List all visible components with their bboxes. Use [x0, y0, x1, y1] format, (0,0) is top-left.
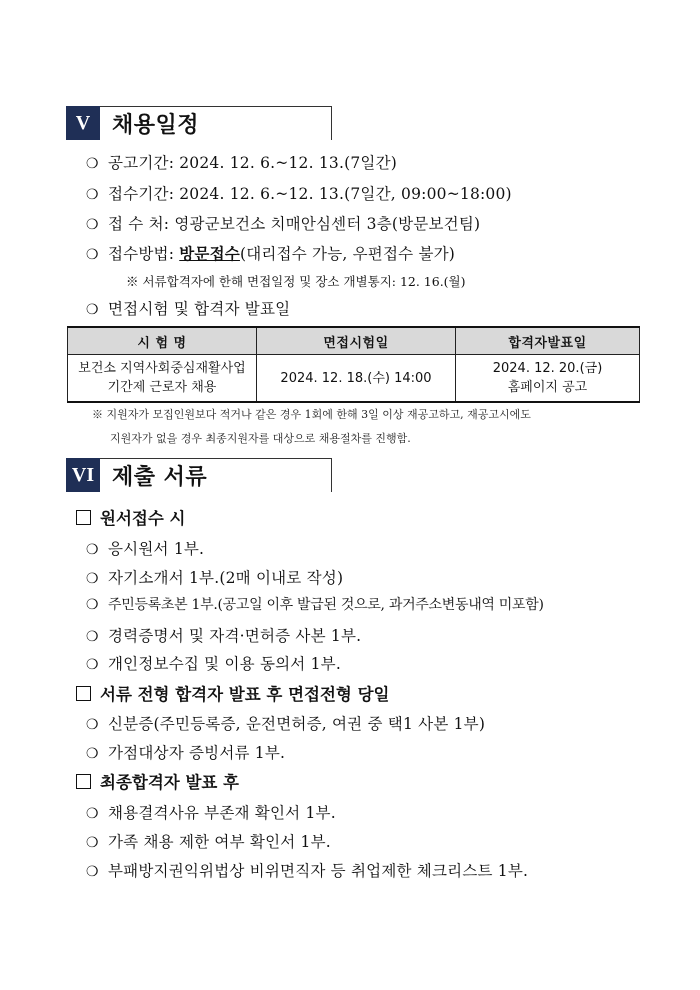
table-header: 시 험 명 [68, 327, 257, 355]
emphasized-text: 방문접수 [179, 245, 240, 263]
list-item: ❍ 주민등록초본 1부.(공고일 이후 발급된 것으로, 과거주소변동내역 미포함) [86, 597, 544, 613]
section-number: VI [66, 458, 100, 492]
checkbox-square-icon [76, 774, 91, 789]
list-item: ❍ 신분증(주민등록증, 운전면허증, 여권 중 택1 사본 1부) [86, 715, 486, 733]
section-6-header [66, 458, 332, 492]
checkbox-square-icon [76, 510, 91, 525]
interview-date-cell: 2024. 12. 18.(수) 14:00 [257, 355, 456, 403]
method-note: ※ 서류합격자에 한해 면접일정 및 장소 개별통지: 12. 16.(월) [126, 274, 466, 289]
table-header-row [68, 327, 640, 355]
table-row [68, 355, 640, 403]
circle-bullet-icon: ❍ [86, 657, 99, 673]
circle-bullet-icon: ❍ [86, 806, 99, 822]
list-item: ❍ 채용결격사유 부존재 확인서 1부. [86, 804, 336, 822]
list-item: ❍ 자기소개서 1부.(2매 이내로 작성) [86, 569, 344, 587]
list-item: ❍ 접 수 처: 영광군보건소 치매안심센터 3층(방문보건팀) [86, 215, 481, 233]
section-number: V [66, 106, 100, 140]
group-heading: 최종합격자 발표 후 [76, 769, 239, 793]
circle-bullet-icon: ❍ [86, 571, 99, 587]
exam-name-cell: 보건소 지역사회중심재활사업 기간제 근로자 채용 [68, 355, 257, 403]
circle-bullet-icon: ❍ [86, 302, 99, 318]
list-item: ❍ 경력증명서 및 자격·면허증 사본 1부. [86, 627, 362, 645]
circle-bullet-icon: ❍ [86, 156, 99, 172]
list-item: ❍ 공고기간: 2024. 12. 6.~12. 13.(7일간) [86, 154, 398, 172]
footnote-line: ※ 지원자가 모집인원보다 적거나 같은 경우 1회에 한해 3일 이상 재공고하고, 재공고시에도 [92, 408, 531, 421]
footnote-line: 지원자가 없을 경우 최종지원자를 대상으로 채용절차를 진행함. [110, 432, 411, 445]
list-item: ❍ 개인정보수집 및 이용 동의서 1부. [86, 655, 341, 673]
list-item: ❍ 가족 채용 제한 여부 확인서 1부. [86, 833, 331, 851]
group-heading: 서류 전형 합격자 발표 후 면접전형 당일 [76, 681, 390, 705]
list-item: ❍ 접수기간: 2024. 12. 6.~12. 13.(7일간, 09:00~18:00) [86, 185, 512, 203]
section-title: 채용일정 [100, 106, 332, 140]
list-item: ❍ 접수방법: 방문접수(대리접수 가능, 우편접수 불가) [86, 245, 456, 263]
circle-bullet-icon: ❍ [86, 717, 99, 733]
announce-date-cell: 2024. 12. 20.(금) 홈페이지 공고 [456, 355, 640, 403]
circle-bullet-icon: ❍ [86, 864, 99, 880]
schedule-table [67, 326, 640, 403]
section-title: 제출 서류 [100, 458, 332, 492]
circle-bullet-icon: ❍ [86, 247, 99, 263]
checkbox-square-icon [76, 686, 91, 701]
list-item: ❍ 부패방지권익위법상 비위면직자 등 취업제한 체크리스트 1부. [86, 862, 529, 880]
circle-bullet-icon: ❍ [86, 746, 99, 762]
list-item: ❍ 가점대상자 증빙서류 1부. [86, 744, 286, 762]
circle-bullet-icon: ❍ [86, 597, 99, 613]
table-header: 합격자발표일 [456, 327, 640, 355]
circle-bullet-icon: ❍ [86, 835, 99, 851]
circle-bullet-icon: ❍ [86, 217, 99, 233]
circle-bullet-icon: ❍ [86, 187, 99, 203]
group-heading: 원서접수 시 [76, 505, 185, 529]
table-header: 면접시험일 [257, 327, 456, 355]
section-5-header [66, 106, 332, 140]
list-item: ❍ 면접시험 및 합격자 발표일 [86, 300, 291, 318]
list-item: ❍ 응시원서 1부. [86, 540, 205, 558]
circle-bullet-icon: ❍ [86, 629, 99, 645]
circle-bullet-icon: ❍ [86, 542, 99, 558]
